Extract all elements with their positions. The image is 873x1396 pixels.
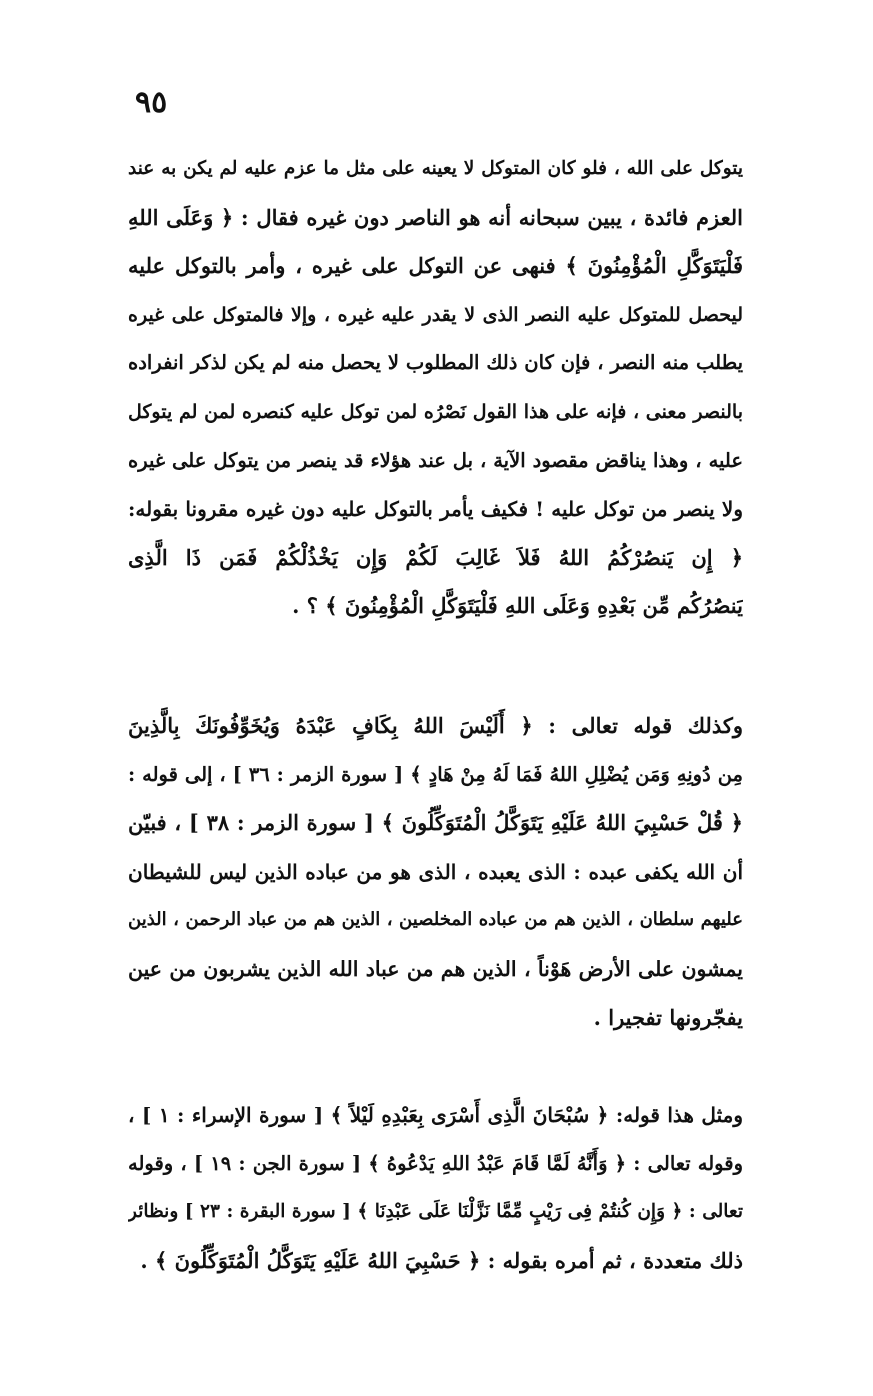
text-line: يمشون على الأرض هَوْناً ، الذين هم من عباد الله الذين يشربون من عين (128, 956, 743, 981)
text-line: يطلب منه النصر ، فإن كان ذلك المطلوب لا يحصل منه لم يكن لذكر انفراده (128, 351, 743, 375)
paragraph-3 (128, 1091, 743, 1285)
paragraph-1 (128, 145, 743, 631)
page-number: ٩٥ (135, 85, 168, 120)
text-line: ليحصل للمتوكل عليه النصر الذى لا يقدر عليه غيره ، وإلا فالمتوكل على غيره (128, 303, 743, 326)
text-line: وقوله تعالى : ﴿ وَأَنَّهُ لَمَّا قَامَ عَبْدُ اللهِ يَدْعُوهُ ﴾ [ سورة الجن : ١٩ ] ، وقوله (128, 1151, 743, 1175)
text-line: تعالى : ﴿ وَإِن كُنتُمْ فِى رَيْبٍ مِّمَّا نَزَّلْنَا عَلَى عَبْدِنَا ﴾ [ سورة البقرة : ٢٣ ] ونظائر (128, 1201, 743, 1223)
quran-verse-line: يَنصُرُكُم مِّن بَعْدِهِ وَعَلَى اللهِ فَلْيَتَوَكَّلِ الْمُؤْمِنُونَ ﴾ ؟ . (292, 593, 743, 619)
text-line: بالنصر معنى ، فإنه على هذا القول نَصْرُه لمن توكل عليه كنصره لمن لم يتوكل (128, 400, 743, 423)
text-line: ذلك متعددة ، ثم أمره بقوله : ﴿ حَسْبِيَ اللهُ عَلَيْهِ يَتَوَكَّلُ الْمُتَوَكِّلُونَ ﴾ . (140, 1247, 743, 1273)
text-line: يفجّرونها تفجيرا . (593, 1004, 743, 1030)
paragraph-2 (128, 702, 743, 1042)
text-line: مِن دُونِهِ وَمَن يُضْلِلِ اللهُ فَمَا لَهُ مِنْ هَادٍ ﴾ [ سورة الزمر : ٣٦ ] ، إلى قوله : (128, 762, 743, 786)
text-line: ومثل هذا قوله: ﴿ سُبْحَانَ الَّذِى أَسْرَى بِعَبْدِهِ لَيْلاً ﴾ [ سورة الإسراء : ١ ] ، (128, 1103, 743, 1127)
text-line: وكذلك قوله تعالى : ﴿ أَلَيْسَ اللهُ بِكَافٍ عَبْدَهُ وَيُخَوِّفُونَكَ بِالَّذِينَ (128, 713, 743, 738)
text-line: أن الله يكفى عبده : الذى يعبده ، الذى هو من عباده الذين ليس للشيطان (128, 859, 743, 884)
text-line: ولا ينصر من توكل عليه ! فكيف يأمر بالتوكل عليه دون غيره مقرونا بقوله: (128, 497, 743, 522)
text-line: يتوكل على الله ، فلو كان المتوكل لا يعينه على مثل ما عزم عليه لم يكن به عند (128, 158, 743, 179)
text-line: العزم فائدة ، يبين سبحانه أنه هو الناصر دون غيره فقال : ﴿ وَعَلَى اللهِ (128, 204, 743, 230)
quran-verse-line: ﴿ إِن يَنصُرْكُمُ اللهُ فَلاَ غَالِبَ لَكُمْ وَإِن يَخْذُلْكُمْ فَمَن ذَا الَّذِى (128, 544, 743, 570)
text-line: فَلْيَتَوَكَّلِ الْمُؤْمِنُونَ ﴾ فنهى عن التوكل على غيره ، وأمر بالتوكل عليه (128, 253, 743, 279)
text-line: عليه ، وهذا يناقض مقصود الآية ، بل عند هؤلاء قد ينصر من يتوكل على غيره (128, 448, 743, 472)
text-line: عليهم سلطان ، الذين هم من عباده المخلصين ، الذين هم من عباد الرحمن ، الذين (128, 909, 743, 931)
text-line: ﴿ قُلْ حَسْبِيَ اللهُ عَلَيْهِ يَتَوَكَّلُ الْمُتَوَكِّلُونَ ﴾ [ سورة الزمر : ٣٨ ] ، فبيّن (128, 810, 743, 836)
